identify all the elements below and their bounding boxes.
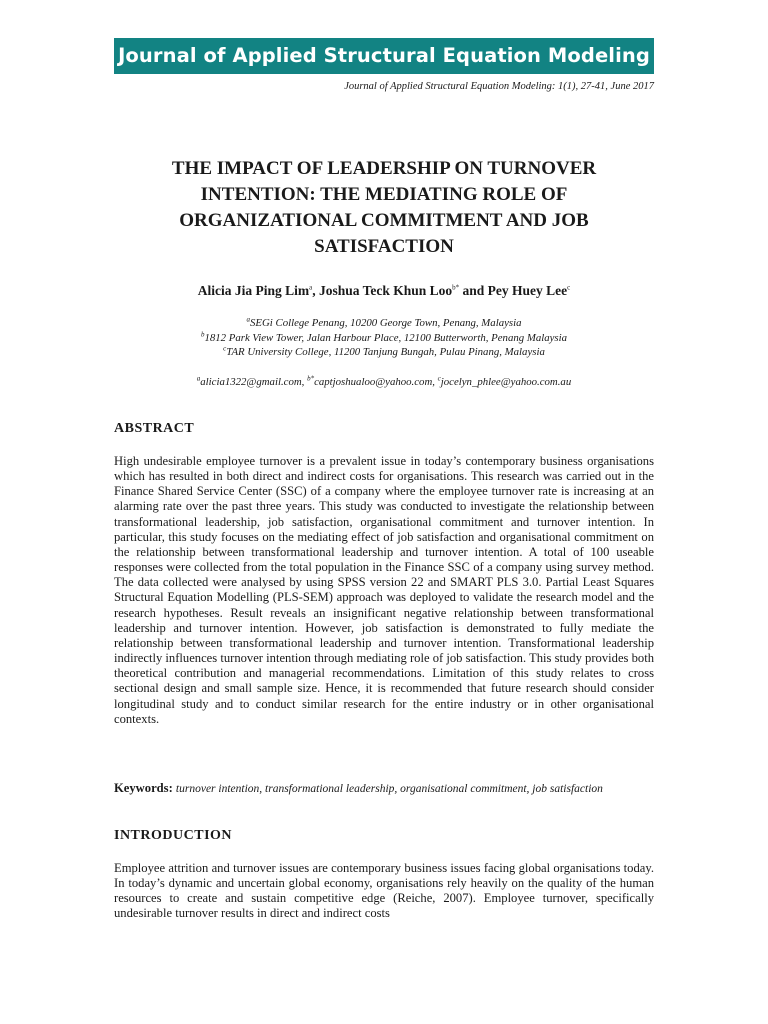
journal-banner xyxy=(114,38,654,74)
email-separator: , xyxy=(301,376,308,388)
affiliation-text: 1812 Park View Tower, Jalan Harbour Place, 12100 Butterworth, Penang Malaysia xyxy=(204,331,568,344)
introduction-heading: INTRODUCTION xyxy=(114,828,233,843)
affiliation-line xyxy=(114,345,654,360)
affiliation-list xyxy=(114,316,654,360)
email-list xyxy=(114,376,654,388)
keywords-label: Keywords: xyxy=(114,781,173,795)
affiliation-text: SEGi College Penang, 10200 George Town, Penang, Malaysia xyxy=(250,317,522,329)
email-address[interactable]: jocelyn_phlee@yahoo.com.au xyxy=(440,376,572,388)
email-mark: a xyxy=(196,374,201,383)
introduction-body: Employee attrition and turnover issues are contemporary business issues facing global organisations today. In today’s dynamic and uncertain global economy, organisations rely heavily on the quality of the human resources to create and sustain competitive edge (Reiche, 2007). Employee turnover, specifically undesirable turnover results in direct and indirect costs xyxy=(114,861,654,921)
keywords-line xyxy=(114,781,654,796)
author-mark: a xyxy=(309,283,313,292)
affiliation-text: TAR University College, 11200 Tanjung Bungah, Pulau Pinang, Malaysia xyxy=(226,346,545,358)
author-name: Alicia Jia Ping Lim xyxy=(197,283,310,298)
author-separator: , xyxy=(312,283,319,298)
email-address[interactable]: alicia1322@gmail.com xyxy=(200,376,302,388)
email-mark: b* xyxy=(307,374,315,383)
author-separator: and xyxy=(459,283,488,298)
email-mark: c xyxy=(437,374,441,383)
author-name: Joshua Teck Khun Loo xyxy=(318,283,453,298)
email-address[interactable]: captjoshualoo@yahoo.com xyxy=(314,376,433,388)
journal-name: Journal of Applied Structural Equation Modeling xyxy=(118,44,650,67)
affiliation-mark: b xyxy=(200,329,205,338)
author-mark: c xyxy=(567,283,571,292)
abstract-body: High undesirable employee turnover is a prevalent issue in today’s contemporary business organisations which has resulted in both direct and indirect costs for organisations. This research was carried out in the Finance Shared Service Center (SSC) of a company where the employee turnover rate is increasing at an alarming rate over the past three years. This study was conducted to investigate the relationship between transformational leadership, job satisfaction, organisational commitment and turnover intention. In particular, this study focuses on the mediating effect of job satisfaction and organisational commitment on the relationship between transformational leadership and turnover intention. A total of 100 useable responses were collected from the total population in the Finance SSC of a company using survey method. The data collected were analysed by using SPSS version 22 and SMART PLS 3.0. Partial Least Squares Structural Equation Modelling (PLS-SEM) approach was deployed to validate the research model and the research hypotheses. Result reveals an insignificant negative relationship between transformational leadership and turnover intention. However, job satisfaction is demonstrated to fully mediate the relationship between transformational leadership and turnover intention. Transformational leadership indirectly influences turnover intention through mediating role of job satisfaction. This study provides both theoretical contribution and managerial recommendations. Limitation of this study relates to cross sectional design and small sample size. Hence, it is recommended that future research should consider longitudinal study and to conduct similar research for the entire industry or in other organisational contexts. xyxy=(114,454,654,726)
affiliation-line xyxy=(114,316,654,331)
email-separator: , xyxy=(432,376,438,388)
author-name: Pey Huey Lee xyxy=(487,283,568,298)
keywords-list: turnover intention, transformational leadership, organisational commitment, job satisfaction xyxy=(175,783,603,795)
abstract-heading: ABSTRACT xyxy=(114,421,195,436)
affiliation-mark: c xyxy=(223,344,227,353)
affiliation-mark: a xyxy=(246,315,250,324)
author-mark: b* xyxy=(452,283,460,292)
citation-line: Journal of Applied Structural Equation Modeling: 1(1), 27-41, June 2017 xyxy=(344,81,654,92)
affiliation-line xyxy=(114,331,654,346)
author-list xyxy=(114,283,654,299)
paper-title: THE IMPACT OF LEADERSHIP ON TURNOVER INTENTION: THE MEDIATING ROLE OF ORGANIZATIONAL COMMITMENT AND JOB SATISFACTION xyxy=(171,158,597,257)
